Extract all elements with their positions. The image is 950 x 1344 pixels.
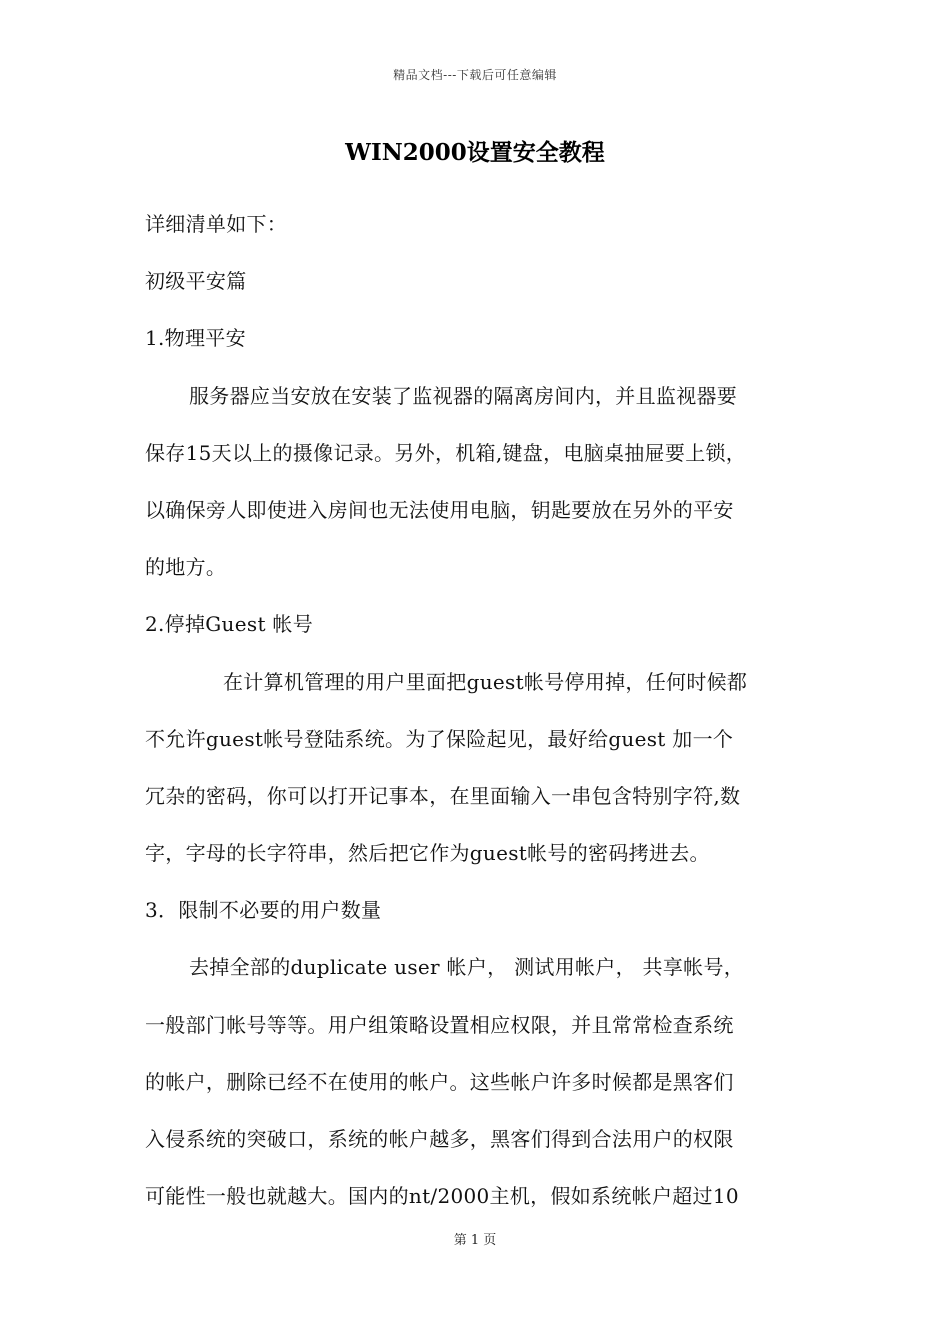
paragraph-line: 以确保旁人即使进入房间也无法使用电脑，钥匙要放在另外的平安	[145, 497, 734, 522]
intro-line: 详细清单如下：	[145, 212, 288, 236]
paragraph-line: 的帐户，删除已经不在使用的帐户。这些帐户许多时候都是黑客们	[145, 1069, 734, 1094]
paragraph-line: 的地方。	[145, 555, 227, 580]
paragraph-line: 字，字母的长字符串，然后把它作为guest帐号的密码拷进去。	[145, 841, 710, 866]
paragraph-line: 在计算机管理的用户里面把guest帐号停用掉，任何时候都	[223, 669, 748, 694]
subsection-heading-1: 1.物理平安	[145, 326, 246, 351]
paragraph-line: 保存15天以上的摄像记录。另外，机箱,键盘，电脑桌抽屉要上锁，	[145, 440, 747, 465]
page-number: 第 1 页	[453, 1233, 497, 1248]
subsection-heading-2: 2.停掉Guest 帐号	[145, 612, 314, 637]
document-title: WIN2000设置安全教程	[345, 139, 605, 166]
paragraph-line: 一般部门帐号等等。用户组策略设置相应权限，并且常常检查系统	[145, 1012, 734, 1037]
paragraph-line: 服务器应当安放在安装了监视器的隔离房间内，并且监视器要	[189, 383, 738, 408]
section-heading: 初级平安篇	[145, 269, 247, 294]
paragraph-line: 入侵系统的突破口，系统的帐户越多，黑客们得到合法用户的权限	[145, 1127, 734, 1151]
document-body	[145, 196, 825, 1225]
page-header: 精品文档---下载后可任意编辑	[393, 68, 557, 82]
paragraph-line: 不允许guest帐号登陆系统。为了保险起见，最好给guest 加一个	[145, 726, 734, 751]
paragraph-line: 可能性一般也就越大。国内的nt/2000主机，假如系统帐户超过10	[145, 1184, 739, 1209]
subsection-heading-3: 3．限制不必要的用户数量	[145, 898, 382, 923]
paragraph-line: 去掉全部的duplicate user 帐户， 测试用帐户， 共享帐号，	[189, 955, 745, 980]
paragraph-line: 冗杂的密码，你可以打开记事本，在里面输入一串包含特别字符,数	[145, 783, 741, 808]
